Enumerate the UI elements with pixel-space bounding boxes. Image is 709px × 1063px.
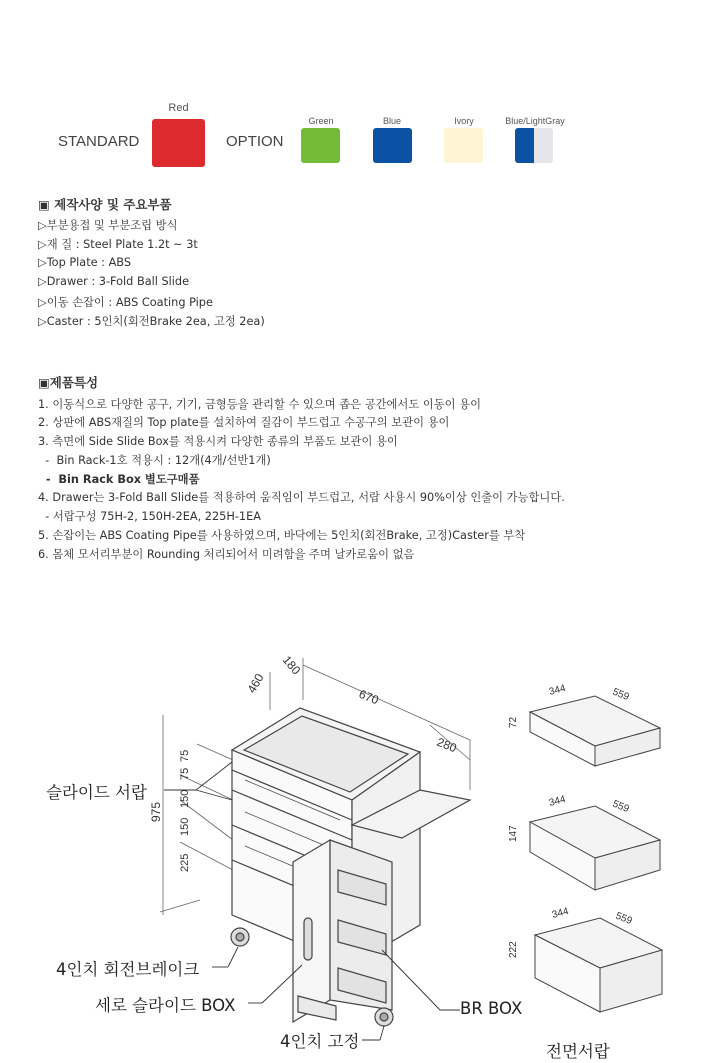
drawer-1: [530, 696, 660, 766]
option-label: OPTION: [226, 133, 284, 150]
dim-670: 670: [356, 686, 381, 708]
label-br-box: BR BOX: [460, 999, 523, 1018]
drawer-2-width: 344: [547, 793, 567, 809]
label-fixed-caster: 4인치 고정: [280, 1032, 360, 1051]
swatch-caption-red: Red: [168, 102, 189, 114]
drawer-3-height: 222: [508, 941, 519, 958]
spec-item: ▷부분용접 및 부분조립 방식: [38, 219, 178, 232]
swatch-caption-ivory: Ivory: [454, 116, 474, 126]
features-title: ▣제품특성: [38, 375, 99, 390]
label-slide-drawer: 슬라이드 서랍: [46, 783, 147, 802]
feature-item: - Bin Rack Box 별도구매품: [38, 473, 200, 486]
feature-item: 4. Drawer는 3-Fold Ball Slide를 적용하여 움직임이 부드럽고, 서랍 사용시 90%이상 인출이 가능합니다.: [38, 491, 565, 504]
label-vertical-slide-box: 세로 슬라이드 BOX: [95, 996, 236, 1015]
spec-item: ▷Top Plate : ABS: [38, 256, 132, 269]
dim-180: 180: [279, 652, 304, 678]
dim-460: 460: [244, 671, 267, 696]
spec-item: ▷Caster : 5인치(회전Brake 2ea, 고정 2ea): [38, 315, 265, 328]
swatch-caption-blue: Blue: [382, 116, 401, 126]
drawer-1-width: 344: [547, 682, 567, 698]
dim-225: 225: [179, 853, 191, 872]
dim-975: 975: [149, 801, 163, 822]
feature-item: 6. 몸체 모서리부분이 Rounding 처리되어서 미려함을 주며 날카로움이 없음: [38, 548, 415, 561]
swatch-green[interactable]: [301, 128, 340, 163]
spec-item: ▷Drawer : 3-Fold Ball Slide: [38, 275, 190, 288]
swatch-caption-green: Green: [308, 116, 334, 126]
feature-item: 3. 측면에 Side Slide Box를 적용시켜 다양한 종류의 부품도 보관이 용이: [38, 435, 398, 448]
swatch-red[interactable]: [152, 119, 205, 167]
dim-280: 280: [434, 734, 459, 756]
feature-item: - 서랍구성 75H-2, 150H-2EA, 225H-1EA: [38, 510, 261, 523]
drawer-1-height: 72: [508, 716, 519, 728]
standard-label: STANDARD: [58, 133, 140, 150]
feature-item: 2. 상판에 ABS재질의 Top plate를 설치하여 질감이 부드럽고 수공구의 보관이 용이: [38, 416, 450, 429]
drawer-3-width: 344: [550, 905, 570, 921]
drawer-2: [530, 806, 660, 890]
drawer-1-depth: 559: [610, 686, 631, 704]
swatch-ivory[interactable]: [444, 128, 483, 163]
drawer-3-depth: 559: [613, 910, 634, 928]
label-brake-caster: 4인치 회전브레이크: [56, 960, 200, 979]
drawer-2-height: 147: [508, 825, 519, 842]
dim-75b: 75: [179, 767, 191, 780]
spec-item: ▷이동 손잡이 : ABS Coating Pipe: [38, 296, 213, 309]
feature-item: 1. 이동식으로 다양한 공구, 기기, 금형등을 관리할 수 있으며 좁은 공간에서도 이동이 용이: [38, 398, 482, 411]
swatch-blue[interactable]: [373, 128, 412, 163]
drawer-2-depth: 559: [610, 798, 631, 816]
spec-item: ▷재 질 : Steel Plate 1.2t ~ 3t: [38, 238, 198, 251]
dim-150a: 150: [179, 789, 191, 808]
feature-item: 5. 손잡이는 ABS Coating Pipe를 사용하였으며, 바닥에는 5인치(회전Brake, 고정)Caster를 부착: [38, 529, 526, 542]
cabinet-body: [231, 708, 470, 1026]
dim-150b: 150: [179, 817, 191, 836]
swatch-caption-blue-lightgray: Blue/LightGray: [505, 116, 565, 126]
swatch-blue-lightgray[interactable]: [515, 128, 553, 163]
dim-75a: 75: [179, 749, 191, 762]
spec-title: ▣ 제작사양 및 주요부품: [38, 197, 172, 212]
drawer-3: [535, 918, 662, 1012]
feature-item: - Bin Rack-1호 적용시 : 12개(4개/선반1개): [38, 454, 271, 467]
label-front-drawer: 전면서랍: [546, 1042, 610, 1061]
